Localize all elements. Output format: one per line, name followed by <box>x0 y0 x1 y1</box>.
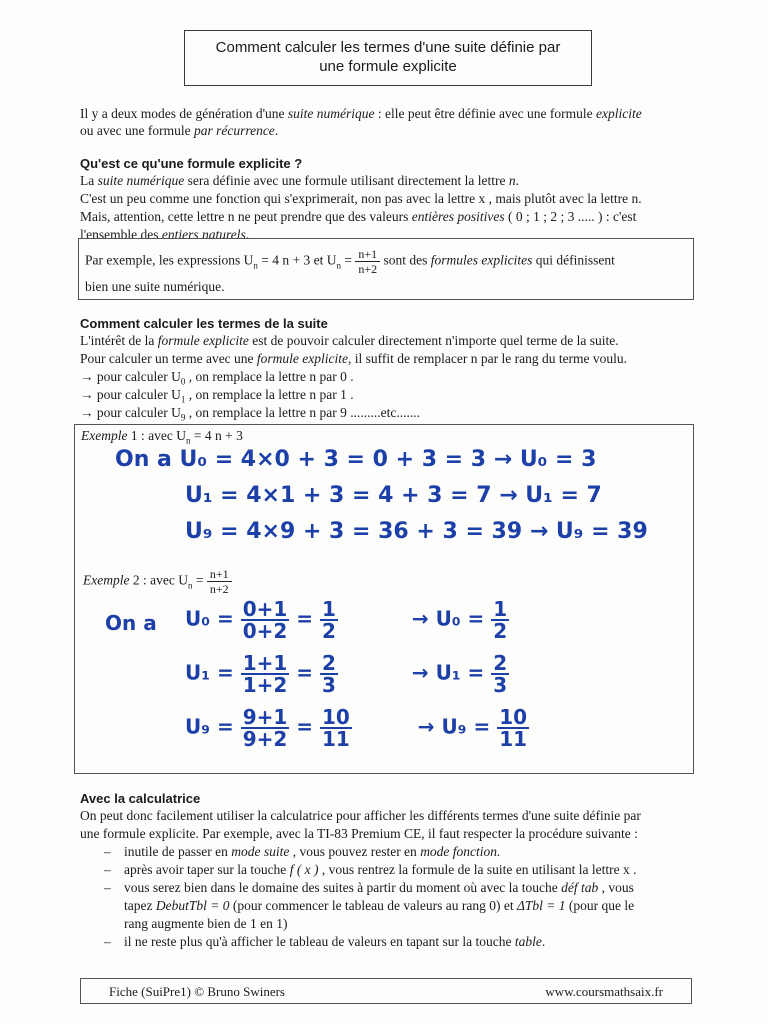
s2-text: L'intérêt de la <box>80 333 158 348</box>
box-text: qui définissent <box>532 252 615 268</box>
box-text: Par exemple, les expressions U <box>85 252 254 268</box>
rule-text: → pour calculer U <box>80 387 181 402</box>
example-expressions-box <box>78 238 694 300</box>
hw-equals: = <box>296 660 314 685</box>
s1-term: suite numérique <box>97 173 185 188</box>
box-fraction <box>355 247 380 276</box>
hw-num: 1 <box>493 597 508 621</box>
hw-num: 0+1 <box>242 597 288 621</box>
section1-heading: Qu'est ce qu'une formule explicite ? <box>80 156 303 171</box>
hw-lhs: U₁ = <box>185 660 234 685</box>
s1-text: Mais, attention, cette lettre n ne peut prendre que des valeurs <box>80 209 412 224</box>
bullet-text: , vous rentrez la formule de la suite en utilisant la lettre x . <box>318 862 637 877</box>
frac-num: n+1 <box>207 567 232 582</box>
bullet-text: , vous <box>598 880 634 895</box>
s2-line-1 <box>80 333 619 349</box>
s1-text: La <box>80 173 98 188</box>
footer <box>80 978 692 1004</box>
hw-den: 11 <box>322 727 350 751</box>
rule-text: , on remplace la lettre n par 9 .........etc....... <box>185 405 421 420</box>
hw-result: → U₁ = <box>411 660 485 685</box>
intro-text: Il y a deux modes de génération d'une <box>80 106 288 121</box>
hw-frac <box>497 707 529 749</box>
hw-ex2-lead: On a <box>105 611 157 635</box>
example2-fraction <box>207 567 232 596</box>
s2-line-2 <box>80 351 627 367</box>
bullet-text: (pour que le <box>565 898 635 913</box>
example-sub: n <box>187 580 193 591</box>
frac-den: n+2 <box>358 262 378 276</box>
example-text: 2 : avec U <box>129 572 188 588</box>
hw-num: 2 <box>322 651 336 675</box>
example-sub: n <box>185 435 191 446</box>
intro-text: : elle peut être définie avec une formule <box>374 106 597 121</box>
box-sub: n <box>253 260 258 271</box>
hw-ex1-line-3: U₉ = 4×9 + 3 = 36 + 3 = 39 → U₉ = 39 <box>185 519 648 544</box>
rule-sub: 9 <box>180 412 186 423</box>
example1-label <box>81 428 243 446</box>
s1-line-2: C'est un peu comme une fonction qui s'exprimerait, non pas avec la lettre x , mais plutôt avec la lettre n. <box>80 191 642 206</box>
intro-text: . <box>274 123 279 138</box>
rule-sub: 1 <box>180 394 186 405</box>
bullet-3-cont-2: rang augmente bien de 1 en 1) <box>124 916 288 931</box>
hw-frac <box>320 707 352 749</box>
hw-frac <box>241 599 290 641</box>
hw-result: → U₉ = <box>417 714 491 739</box>
hw-equals: = <box>296 606 314 631</box>
bullet-3 <box>124 880 634 896</box>
hw-frac <box>241 707 290 749</box>
bullet-2 <box>124 862 636 878</box>
example-text: = <box>192 572 207 588</box>
box-sub: n <box>336 260 341 271</box>
rule-text: , on remplace la lettre n par 1 . <box>185 387 354 402</box>
hw-num: 1+1 <box>242 651 288 675</box>
section2-heading: Comment calculer les termes de la suite <box>80 316 328 331</box>
bullet-text: inutile de passer en <box>124 844 232 859</box>
hw-den: 1+2 <box>242 673 288 697</box>
hw-den: 3 <box>322 673 336 697</box>
bullet-term: DebutTbl = 0 <box>155 898 230 913</box>
s1-text: ( 0 ; 1 ; 2 ; 3 ..... ) : c'est <box>504 209 637 224</box>
bullet-1 <box>124 844 500 860</box>
examples-box <box>74 424 694 774</box>
hw-ex1-line-1: On a U₀ = 4×0 + 3 = 0 + 3 = 3 → U₀ = 3 <box>115 447 597 472</box>
hw-ex2-row-3 <box>185 707 529 749</box>
s3-line-2: une formule explicite. Par exemple, avec la TI-83 Premium CE, il faut respecter la procédure suivante : <box>80 826 638 841</box>
example-word: Exemple <box>81 428 128 443</box>
bullet-text: vous serez bien dans le domaine des suites à partir du moment où avec la touche <box>124 880 562 895</box>
frac-den: n+2 <box>209 582 229 596</box>
s2-rule-3 <box>80 405 420 423</box>
s1-text: . <box>245 227 250 242</box>
box-text: sont des <box>383 252 431 268</box>
intro-text: ou avec une formule <box>80 123 194 138</box>
bullet-term: mode suite <box>231 844 290 859</box>
hw-frac <box>241 653 290 695</box>
s2-text: , il suffit de remplacer n par le rang du terme voulu. <box>348 351 628 366</box>
s1-line-1 <box>80 173 519 189</box>
s1-term: entières positives <box>411 209 505 224</box>
s1-text: l'ensemble des <box>80 227 162 242</box>
s2-term: formule explicite <box>256 351 349 366</box>
title-line-2: une formule explicite <box>319 58 457 75</box>
hw-result: → U₀ = <box>411 606 485 631</box>
hw-den: 0+2 <box>242 619 288 643</box>
box-text: = 4 n + 3 et U <box>257 252 337 268</box>
intro-term: par récurrence <box>193 123 275 138</box>
s2-term: formule explicite <box>157 333 249 348</box>
box-line-2: bien une suite numérique. <box>85 279 225 294</box>
example2-label <box>83 567 232 596</box>
bullet-text: . <box>541 934 546 949</box>
hw-lhs: U₀ = <box>185 606 234 631</box>
rule-sub: 0 <box>180 376 186 387</box>
box-text: = <box>340 252 356 268</box>
bullet-dash: – <box>104 844 111 859</box>
rule-text: → pour calculer U <box>80 369 181 384</box>
hw-equals: = <box>296 714 314 739</box>
hw-num: 2 <box>493 651 508 675</box>
hw-frac <box>491 653 509 695</box>
hw-ex1-line-2: U₁ = 4×1 + 3 = 4 + 3 = 7 → U₁ = 7 <box>185 483 602 508</box>
intro-term: suite numérique <box>287 106 375 121</box>
hw-frac <box>491 599 509 641</box>
intro-line-2 <box>80 123 278 139</box>
intro-term: explicite <box>596 106 642 121</box>
s2-rule-1 <box>80 369 354 387</box>
s1-text: . <box>515 173 519 188</box>
frac-num: n+1 <box>355 247 380 262</box>
bullet-text: il ne reste plus qu'à afficher le tableau de valeurs en tapant sur la touche <box>124 934 515 949</box>
hw-den: 11 <box>499 727 528 751</box>
box-term: formules explicites <box>430 252 533 268</box>
s2-rule-2 <box>80 387 354 405</box>
title-line-1: Comment calculer les termes d'une suite définie par <box>215 39 561 56</box>
bullet-dash: – <box>104 880 111 895</box>
hw-num: 1 <box>322 597 336 621</box>
s2-text: est de pouvoir calculer directement n'importe quel terme de la suite. <box>248 333 619 348</box>
bullet-4 <box>124 934 545 950</box>
hw-den: 2 <box>493 619 508 643</box>
example-word: Exemple <box>83 572 130 588</box>
title-box <box>184 30 592 86</box>
s2-text: Pour calculer un terme avec une <box>80 351 257 366</box>
intro-line-1 <box>80 106 642 122</box>
hw-lhs: U₉ = <box>185 714 234 739</box>
hw-den: 9+2 <box>242 727 288 751</box>
hw-frac <box>320 599 338 641</box>
s1-text: sera définie avec une formule utilisant directement la lettre <box>184 173 509 188</box>
example-formula: = 4 n + 3 <box>190 428 243 443</box>
bullet-term: table <box>514 934 542 949</box>
hw-frac <box>320 653 338 695</box>
section3-heading: Avec la calculatrice <box>80 791 201 806</box>
hw-ex2-row-2 <box>185 653 509 695</box>
box-line-1 <box>85 247 615 276</box>
bullet-term: ΔTbl = 1 <box>516 898 566 913</box>
bullet-text: après avoir taper sur la touche <box>124 862 290 877</box>
hw-ex2-row-1 <box>185 599 509 641</box>
bullet-text: , vous pouvez rester en <box>289 844 421 859</box>
bullet-text: tapez <box>124 898 156 913</box>
hw-den: 3 <box>493 673 508 697</box>
rule-text: → pour calculer U <box>80 405 181 420</box>
s3-line-1: On peut donc facilement utiliser la calculatrice pour afficher les différents termes d'une suite définie par <box>80 808 641 823</box>
bullet-dash: – <box>104 862 111 877</box>
bullet-term: déf tab <box>561 880 599 895</box>
footer-website: www.coursmathsaix.fr <box>545 984 663 999</box>
s1-term: entiers naturels <box>161 227 246 242</box>
bullet-term: f ( x ) <box>289 862 319 877</box>
rule-text: , on remplace la lettre n par 0 . <box>185 369 354 384</box>
footer-credit: Fiche (SuiPre1) © Bruno Swiners <box>109 984 285 999</box>
bullet-term: mode fonction. <box>420 844 501 859</box>
s1-line-3 <box>80 209 636 225</box>
example-text: 1 : avec U <box>127 428 186 443</box>
bullet-3-cont <box>124 898 634 914</box>
hw-num: 10 <box>499 705 528 729</box>
hw-num: 10 <box>322 705 350 729</box>
s1-var: n <box>508 173 516 188</box>
hw-den: 2 <box>322 619 336 643</box>
bullet-dash: – <box>104 934 111 949</box>
hw-num: 9+1 <box>242 705 288 729</box>
bullet-text: (pour commencer le tableau de valeurs au rang 0) et <box>229 898 517 913</box>
